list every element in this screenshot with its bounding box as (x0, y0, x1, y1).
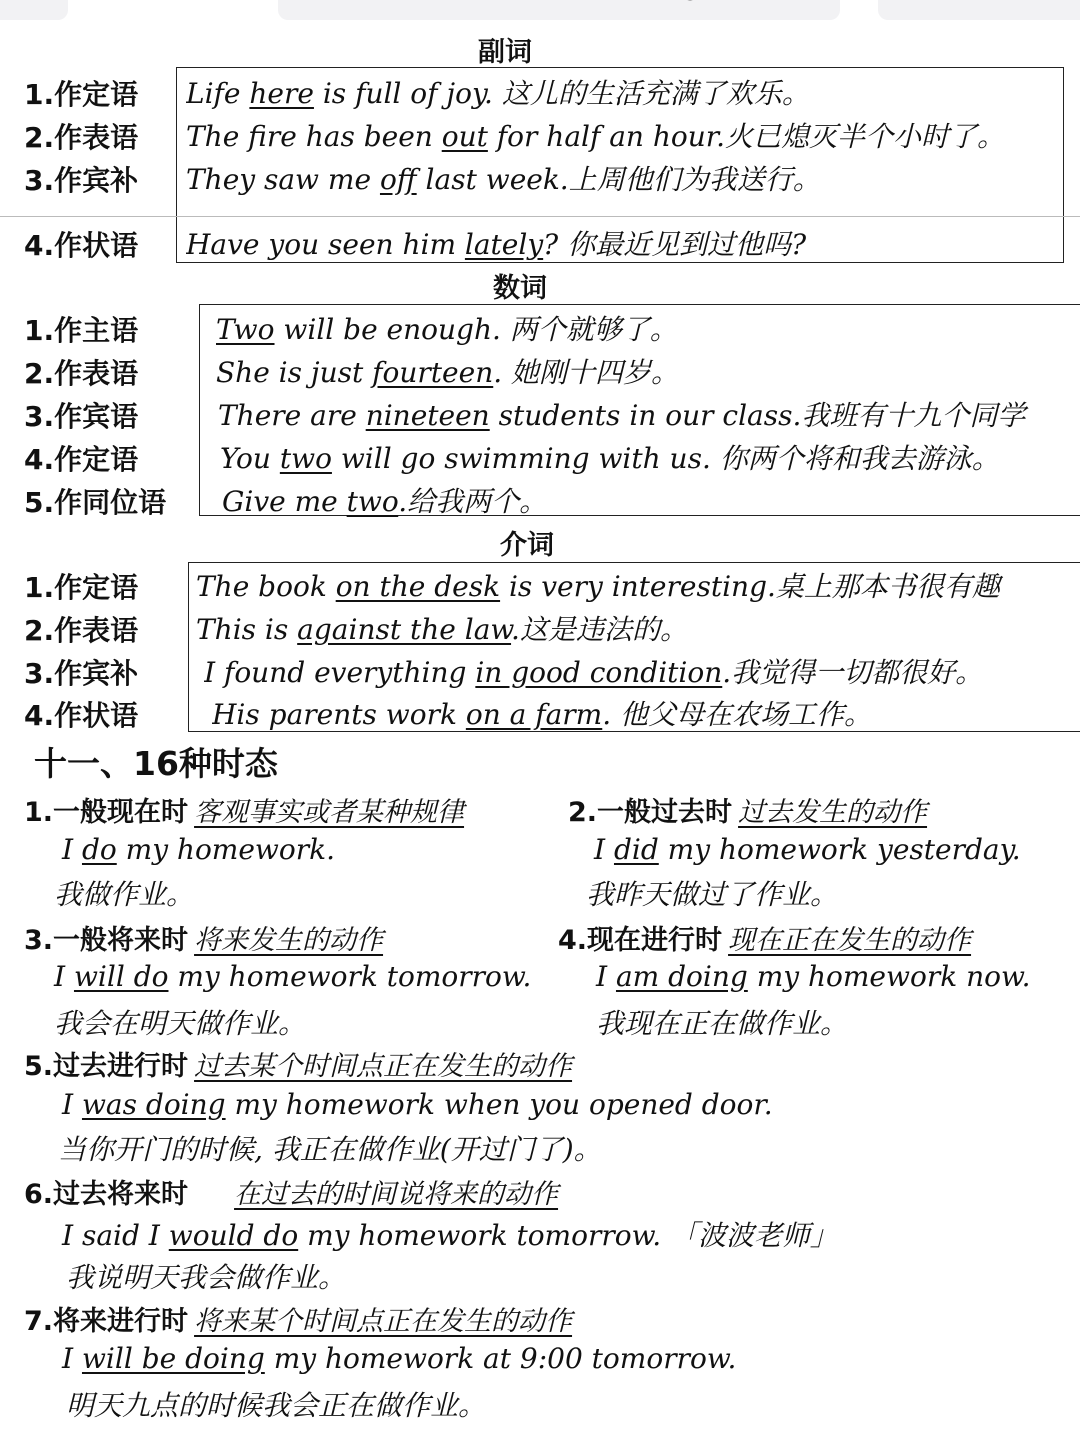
preposition-heading: 介词 (500, 530, 554, 561)
adverb-example-3: They saw me off last week.上周他们为我送行。 (186, 163, 821, 196)
adverb-heading: 副词 (478, 37, 532, 68)
tense-translation-7: 明天九点的时候我会正在做作业。 (66, 1389, 487, 1422)
redo-icon[interactable] (960, 0, 975, 1)
numeral-label-1: 1.作主语 (24, 314, 139, 347)
tenses-title: 十一、16种时态 (34, 744, 278, 783)
pencil-icon[interactable] (358, 0, 373, 1)
preposition-example-1: The book on the desk is very interesting.桌上那本书很有趣 (196, 570, 1000, 603)
numeral-label-2: 2.作表语 (24, 357, 139, 390)
pen-icon[interactable] (302, 0, 317, 1)
adverb-label-2: 2.作表语 (24, 121, 139, 154)
tense-sentence-3: I will do my homework tomorrow. (54, 960, 532, 993)
adverb-example-1: Life here is full of joy. 这儿的生活充满了欢乐。 (186, 77, 810, 110)
preposition-example-2: This is against the law.这是违法的。 (196, 613, 688, 646)
adverb-label-4: 4.作状语 (24, 229, 139, 262)
marker-icon[interactable] (414, 0, 429, 1)
tense-sentence-7: I will be doing my homework at 9:00 tomorrow. (62, 1342, 737, 1375)
ruler-icon[interactable] (526, 0, 536, 1)
eraser-icon[interactable] (470, 0, 484, 1)
numeral-label-4: 4.作定语 (24, 443, 139, 476)
adverb-example-4: Have you seen him lately? 你最近见到过他吗? (186, 228, 807, 261)
numeral-heading: 数词 (493, 273, 547, 304)
shape-icon[interactable] (680, 0, 700, 1)
tense-name-5: 5.过去进行时 过去某个时间点正在发生的动作 (24, 1051, 573, 1082)
tense-name-3: 3.一般将来时 将来发生的动作 (24, 925, 384, 956)
preposition-label-1: 1.作定语 (24, 571, 139, 604)
more-icon[interactable] (1058, 0, 1076, 1)
tense-sentence-2: I did my homework yesterday. (594, 833, 1021, 866)
numeral-example-4: You two will go swimming with us. 你两个将和我去游泳。 (220, 442, 1000, 475)
tense-name-6: 6.过去将来时 在过去的时间说将来的动作 (24, 1179, 559, 1210)
color-icon[interactable] (1008, 0, 1024, 1)
preposition-label-3: 3.作宾补 (24, 657, 139, 690)
tense-sentence-1: I do my homework. (62, 833, 336, 866)
tense-translation-6: 我说明天我会做作业。 (66, 1261, 347, 1294)
adverb-label-3: 3.作宾补 (24, 164, 139, 197)
tense-translation-4: 我现在正在做作业。 (596, 1007, 849, 1040)
divider-line (0, 216, 1080, 217)
numeral-label-5: 5.作同位语 (24, 486, 167, 519)
pen-toolbar (278, 0, 840, 20)
top-toolbar (0, 0, 1080, 24)
image-icon[interactable] (624, 0, 641, 1)
numeral-example-3: There are nineteen students in our class.我班有十九个同学 (218, 399, 1026, 432)
numeral-example-1: Two will be enough. 两个就够了。 (216, 313, 678, 346)
tense-sentence-4: I am doing my homework now. (596, 960, 1031, 993)
tense-translation-5: 当你开门的时候, 我正在做作业(开过门了)。 (58, 1133, 602, 1166)
undo-icon[interactable] (908, 0, 923, 1)
numeral-example-5: Give me two.给我两个。 (222, 485, 548, 518)
tense-sentence-6: I said I would do my homework tomorrow. 「波波老师」 (62, 1219, 839, 1252)
tense-translation-2: 我昨天做过了作业。 (586, 878, 839, 911)
tense-name-4: 4.现在进行时 现在正在发生的动作 (558, 925, 972, 956)
right-toolbar (878, 0, 1080, 20)
tense-translation-3: 我会在明天做作业。 (54, 1007, 307, 1040)
tense-name-1: 1.一般现在时 客观事实或者某种规律 (24, 797, 465, 828)
numeral-label-3: 3.作宾语 (24, 400, 139, 433)
tense-sentence-5: I was doing my homework when you opened door. (62, 1088, 773, 1121)
adverb-label-1: 1.作定语 (24, 78, 139, 111)
tense-name-2: 2.一般过去时 过去发生的动作 (568, 797, 928, 828)
back-button[interactable] (0, 0, 68, 20)
tense-name-7: 7.将来进行时 将来某个时间点正在发生的动作 (24, 1306, 573, 1337)
preposition-example-3: I found everything in good condition.我觉得一切都很好。 (204, 656, 984, 689)
tense-translation-1: 我做作业。 (54, 878, 195, 911)
preposition-example-4: His parents work on a farm. 他父母在农场工作。 (212, 698, 873, 731)
text-icon[interactable] (744, 0, 751, 1)
adverb-example-2: The fire has been out for half an hour.火已熄灭半个小时了。 (186, 120, 1005, 153)
numeral-example-2: She is just fourteen. 她刚十四岁。 (216, 356, 680, 389)
preposition-label-4: 4.作状语 (24, 699, 139, 732)
lasso-icon[interactable] (570, 0, 586, 1)
preposition-label-2: 2.作表语 (24, 614, 139, 647)
